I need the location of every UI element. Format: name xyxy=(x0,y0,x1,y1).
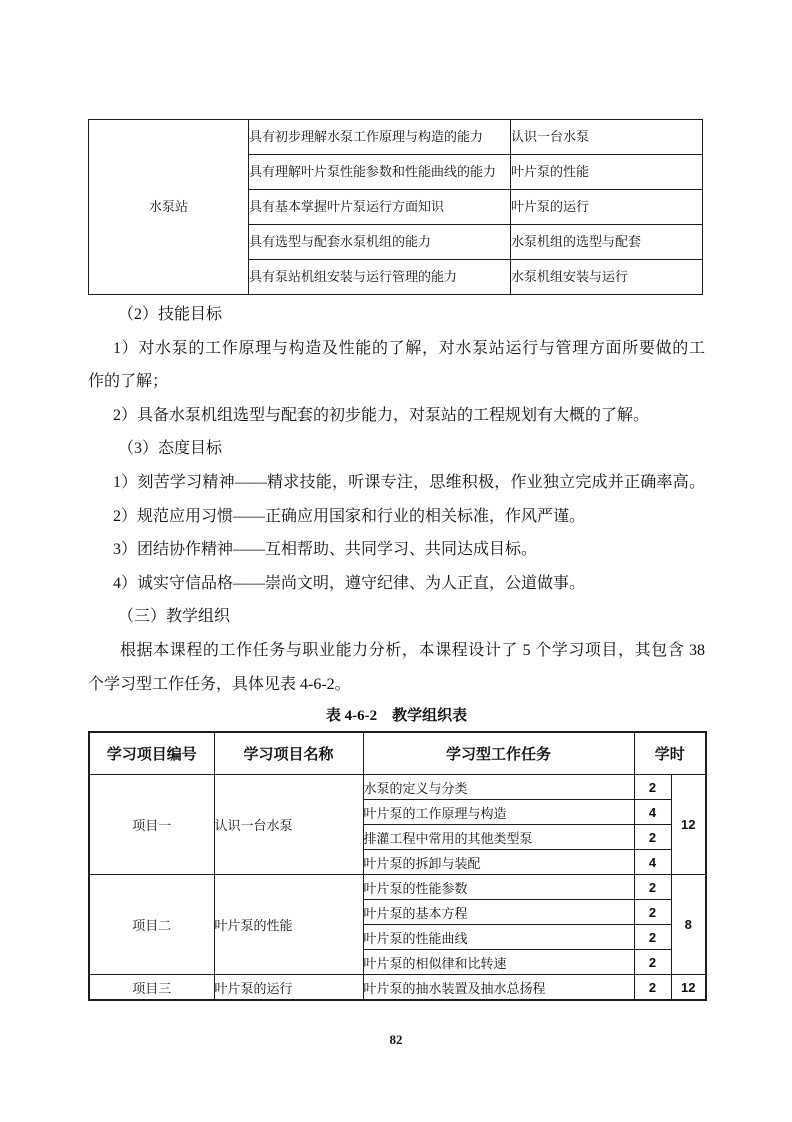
task-cell: 叶片泵的工作原理与构造 xyxy=(363,800,634,825)
skill-item-1-line-2: 作的了解； xyxy=(88,373,169,391)
skill-item-1-line-1: 1）对水泵的工作原理与构造及性能的了解，对水泵站运行与管理方面所要做的工 xyxy=(113,339,705,357)
project-cell: 认识一台水泵 xyxy=(511,120,703,155)
ability-cell: 具有初步理解水泵工作原理与构造的能力 xyxy=(249,120,511,155)
hours-cell: 4 xyxy=(634,850,671,875)
project-cell: 叶片泵的性能 xyxy=(511,155,703,190)
task-cell: 叶片泵的抽水装置及抽水总扬程 xyxy=(363,975,634,1001)
task-cell: 水泵的定义与分类 xyxy=(363,775,634,800)
teaching-organization-table xyxy=(88,731,707,1001)
project-cell: 水泵机组的选型与配套 xyxy=(511,225,703,260)
task-cell: 叶片泵的拆卸与装配 xyxy=(363,850,634,875)
project-name-cell: 叶片泵的性能 xyxy=(214,875,363,975)
ability-cell: 具有理解叶片泵性能参数和性能曲线的能力 xyxy=(249,155,511,190)
hours-cell: 2 xyxy=(634,925,671,950)
task-cell: 排灌工程中常用的其他类型泵 xyxy=(363,825,634,850)
attitude-item-1: 1）刻苦学习精神——精求技能，听课专注，思维积极，作业独立完成并正确率高。 xyxy=(113,473,705,491)
table-row xyxy=(89,875,706,900)
project-name-cell: 叶片泵的运行 xyxy=(214,975,363,1001)
skill-item-2: 2）具备水泵机组选型与配套的初步能力，对泵站的工程规划有大概的了解。 xyxy=(113,406,650,424)
ability-cell: 具有选型与配套水泵机组的能力 xyxy=(249,225,511,260)
hours-cell: 2 xyxy=(634,975,671,1001)
header-task: 学习型工作任务 xyxy=(363,732,634,775)
attitude-item-2: 2）规范应用习惯——正确应用国家和行业的相关标准，作风严谨。 xyxy=(113,507,586,525)
task-cell: 叶片泵的基本方程 xyxy=(363,900,634,925)
task-cell: 叶片泵的相似律和比转速 xyxy=(363,950,634,975)
hours-cell: 2 xyxy=(634,950,671,975)
total-hours-cell: 12 xyxy=(671,975,706,1001)
total-hours-cell: 8 xyxy=(671,875,706,975)
ability-project-table xyxy=(88,119,703,295)
page-content xyxy=(88,0,705,1001)
total-hours-cell: 12 xyxy=(671,775,706,875)
hours-cell: 2 xyxy=(634,825,671,850)
attitude-item-4: 4）诚实守信品格——崇尚文明，遵守纪律、为人正直，公道做事。 xyxy=(113,574,586,592)
ability-cell: 具有泵站机组安装与运行管理的能力 xyxy=(249,260,511,295)
hours-cell: 2 xyxy=(634,900,671,925)
project-id-cell: 项目三 xyxy=(89,975,214,1001)
station-cell: 水泵站 xyxy=(89,120,249,295)
header-hours: 学时 xyxy=(634,732,706,775)
teaching-org-body-line-2: 个学习型工作任务，具体见表 4-6-2。 xyxy=(88,675,351,693)
teaching-org-body-line-1: 根据本课程的工作任务与职业能力分析，本课程设计了 5 个学习项目，其包含 38 xyxy=(120,641,705,659)
project-cell: 叶片泵的运行 xyxy=(511,190,703,225)
skill-goal-heading: （2）技能目标 xyxy=(118,306,223,323)
page-number: 82 xyxy=(389,1032,403,1047)
header-project-id: 学习项目编号 xyxy=(89,732,214,775)
body-text xyxy=(88,298,705,701)
project-id-cell: 项目二 xyxy=(89,875,214,975)
attitude-item-3: 3）团结协作精神——互相帮助、共同学习、共同达成目标。 xyxy=(113,541,538,559)
teaching-org-heading: （三）教学组织 xyxy=(118,608,231,626)
header-row xyxy=(89,732,706,775)
attitude-goal-heading: （3）态度目标 xyxy=(118,440,223,458)
table-row xyxy=(89,775,706,800)
table-row xyxy=(89,975,706,1001)
project-cell: 水泵机组安装与运行 xyxy=(511,260,703,295)
header-project-name: 学习项目名称 xyxy=(214,732,363,775)
task-cell: 叶片泵的性能参数 xyxy=(363,875,634,900)
hours-cell: 2 xyxy=(634,875,671,900)
hours-cell: 2 xyxy=(634,775,671,800)
table-caption: 表 4-6-2 教学组织表 xyxy=(325,708,468,725)
ability-cell: 具有基本掌握叶片泵运行方面知识 xyxy=(249,190,511,225)
task-cell: 叶片泵的性能曲线 xyxy=(363,925,634,950)
hours-cell: 4 xyxy=(634,800,671,825)
table-row xyxy=(89,120,703,155)
project-id-cell: 项目一 xyxy=(89,775,214,875)
project-name-cell: 认识一台水泵 xyxy=(214,775,363,875)
